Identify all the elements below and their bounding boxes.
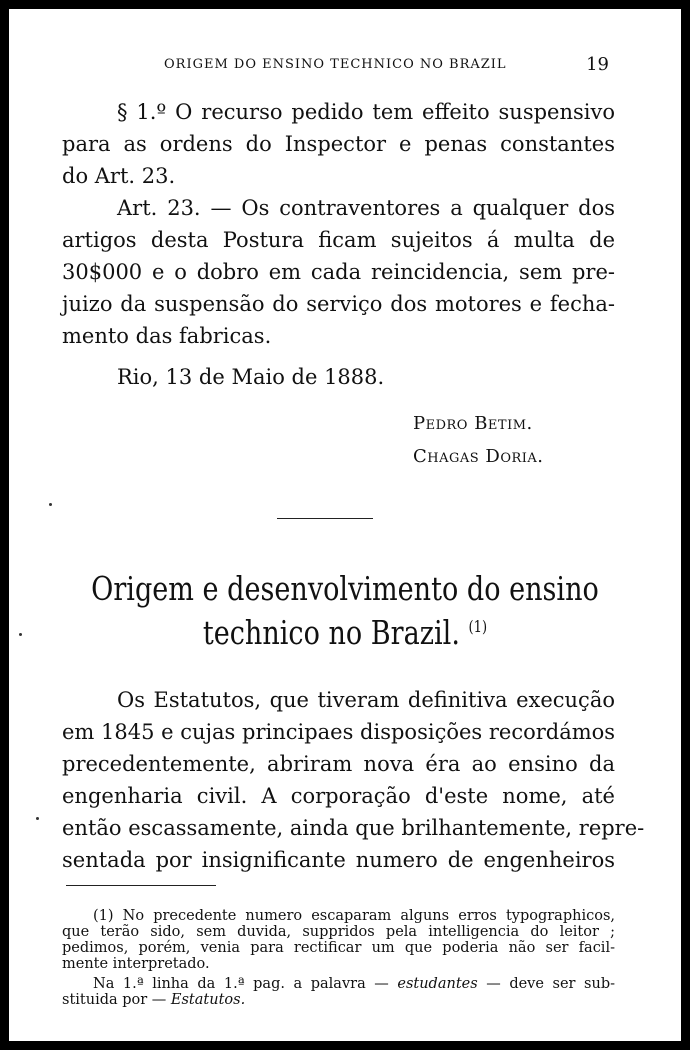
print-speck <box>49 503 52 506</box>
footnote-reference: (1) <box>468 617 488 636</box>
footnote-line: Na 1.ª linha da 1.ª pag. a palavra — estudantes — deve ser sub- <box>93 976 616 992</box>
print-speck <box>19 633 22 636</box>
text-line: artigos desta Postura ficam sujeitos á multa de <box>62 228 615 252</box>
text-line: precedentemente, abriram nova éra ao ensino da <box>62 752 615 776</box>
section-divider <box>277 518 373 519</box>
dateline: Rio, 13 de Maio de 1888. <box>117 365 385 389</box>
signature: Chagas Doria. <box>413 446 544 467</box>
text-line: então escassamente, ainda que brilhantemente, repre- <box>62 816 645 840</box>
footnote-line: (1) No precedente numero escaparam alguns erros typographicos, <box>93 908 615 924</box>
running-header: ORIGEM DO ENSINO TECHNICO NO BRAZIL <box>164 57 507 72</box>
text-line: para as ordens do Inspector e penas constantes <box>62 132 615 156</box>
page-number: 19 <box>586 54 609 75</box>
text-line: Art. 23. — Os contraventores a qualquer dos <box>117 196 615 220</box>
footnote-line: pedimos, porém, venia para rectificar um que poderia não ser facil- <box>62 940 615 956</box>
text-line: Os Estatutos, que tiveram definitiva execução <box>117 688 615 712</box>
text-line: sentada por insignificante numero de engenheiros <box>62 848 615 872</box>
text-line: mento das fabricas. <box>62 324 272 348</box>
text-line: engenharia civil. A corporação d'este nome, até <box>62 784 615 808</box>
text-line: § 1.º O recurso pedido tem effeito suspensivo <box>117 100 615 124</box>
signature: Pedro Betim. <box>413 413 533 434</box>
text-line: do Art. 23. <box>62 164 176 188</box>
text-line: juizo da suspensão do serviço dos motores e fecha- <box>62 292 615 316</box>
footnote-line: stituida por — Estatutos. <box>62 992 246 1008</box>
footnote-line: que terão sido, sem duvida, suppridos pela intelligencia do leitor ; <box>62 924 615 940</box>
book-page <box>9 9 681 1041</box>
footnote-line: mente interpretado. <box>62 956 210 972</box>
section-title: Origem e desenvolvimento do ensino <box>91 569 599 608</box>
text-line: 30$000 e o dobro em cada reincidencia, sem pre- <box>62 260 615 284</box>
footnote-divider <box>66 885 216 886</box>
print-speck <box>36 817 39 820</box>
text-line: em 1845 e cujas principaes disposições recordámos <box>62 720 616 744</box>
section-title: technico no Brazil. $^{(1)}$ <box>202 613 488 652</box>
